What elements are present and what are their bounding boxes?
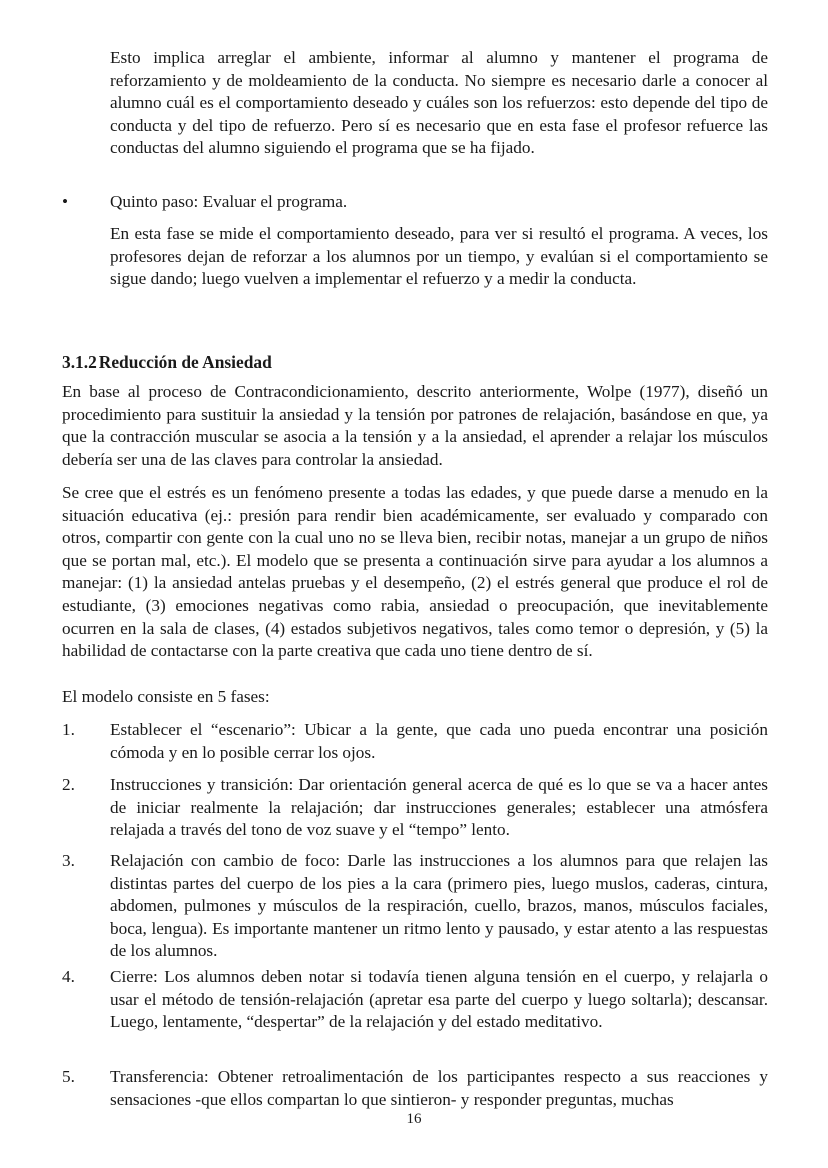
fifth-step-paragraph: En esta fase se mide el comportamiento deseado, para ver si resultó el programa. A veces, los profesores dejan de reforzar a los alumnos por un tiempo, y evalúan si el comportamiento se sigue dando; luego vuelven a implementar el refuerzo y a medir la conducta.: [110, 224, 768, 289]
bullet-marker: •: [62, 192, 69, 211]
phase-text: Transferencia: Obtener retroalimentación de los participantes respecto a sus reacciones y sensaciones -que ellos compartan lo que sintieron- y responder preguntas, muchas: [110, 1067, 768, 1109]
reinforcement-paragraph: Esto implica arreglar el ambiente, informar al alumno y mantener el programa de reforzamiento y de moldeamiento de la conducta. No siempre es necesario darle a conocer al alumno cuál es el comportamiento deseado y cuáles son los refuerzos: esto depende del tipo de conducta y del tipo de refuerzo. Pero sí es necesario que en esta fase el profesor refuerce las conductas del alumno siguiendo el programa que se ha fijado.: [110, 48, 768, 158]
phase-number: 4.: [62, 967, 75, 986]
section-number: 3.1.2: [62, 352, 97, 372]
phase-text: Relajación con cambio de foco: Darle las instrucciones a los alumnos para que relajen las distintas partes del cuerpo de los pies a la cara (primero pies, luego muslos, caderas, cintura, abdomen, pulmones y músculos de la respiración, cuello, brazos, manos, músculos faciales, boca, lengua). Es importante mantener un ritmo lento y pausado, y estar atento a las respuestas de los alumnos.: [110, 851, 768, 961]
phase-text: Cierre: Los alumnos deben notar si todavía tienen alguna tensión en el cuerpo, y relajarla o usar el método de tensión-relajación (apretar esa parte del cuerpo y luego soltarla); descansar. Luego, lentamente, “despertar” de la relajación y del estado meditativo.: [110, 967, 768, 1032]
page-number: 16: [406, 1111, 422, 1127]
section-title: Reducción de Ansiedad: [98, 352, 272, 372]
wolpe-paragraph: En base al proceso de Contracondicionamiento, descrito anteriormente, Wolpe (1977), diseñó un procedimiento para sustituir la ansiedad y la tensión por patrones de relajación, basándose en que, ya que la contracción muscular se asocia a la tensión y a la ansiedad, el aprender a relajar los músculos debería ser una de las claves para controlar la ansiedad.: [62, 382, 768, 469]
phase-text: Instrucciones y transición: Dar orientación general acerca de qué es lo que se va a hacer antes de iniciar realmente la relajación; dar instrucciones generales; establecer una atmósfera relajada a través del tono de voz suave y el “tempo” lento.: [110, 775, 768, 840]
stress-paragraph: Se cree que el estrés es un fenómeno presente a todas las edades, y que puede darse a menudo en la situación educativa (ej.: presión para rendir bien académicamente, ser evaluado y comparado con otros, compartir con gente con la cual uno no se lleva bien, recibir notas, manejar a un grupo de niños que se portan mal, etc.). El modelo que se presenta a continuación sirve para ayudar a los alumnos a manejar: (1) la ansiedad antelas pruebas y el desempeño, (2) el estrés general que produce el rol de estudiante, (3) emociones negativas como rabia, ansiedad o preocupación, que inevitablemente ocurren en la sala de clases, (4) estados subjetivos negativos, tales como temor o depresión, y (5) la habilidad de contactarse con la parte creativa que cada uno tiene dentro de sí.: [62, 483, 768, 661]
model-intro: El modelo consiste en 5 fases:: [62, 687, 270, 706]
phase-number: 5.: [62, 1067, 75, 1086]
phase-text: Establecer el “escenario”: Ubicar a la gente, que cada uno pueda encontrar una posición cómoda y en lo posible cerrar los ojos.: [110, 720, 768, 762]
phase-number: 1.: [62, 720, 75, 739]
phase-number: 3.: [62, 851, 75, 870]
phase-number: 2.: [62, 775, 75, 794]
fifth-step-label: Quinto paso: Evaluar el programa.: [110, 192, 348, 211]
section-heading: [62, 351, 272, 374]
